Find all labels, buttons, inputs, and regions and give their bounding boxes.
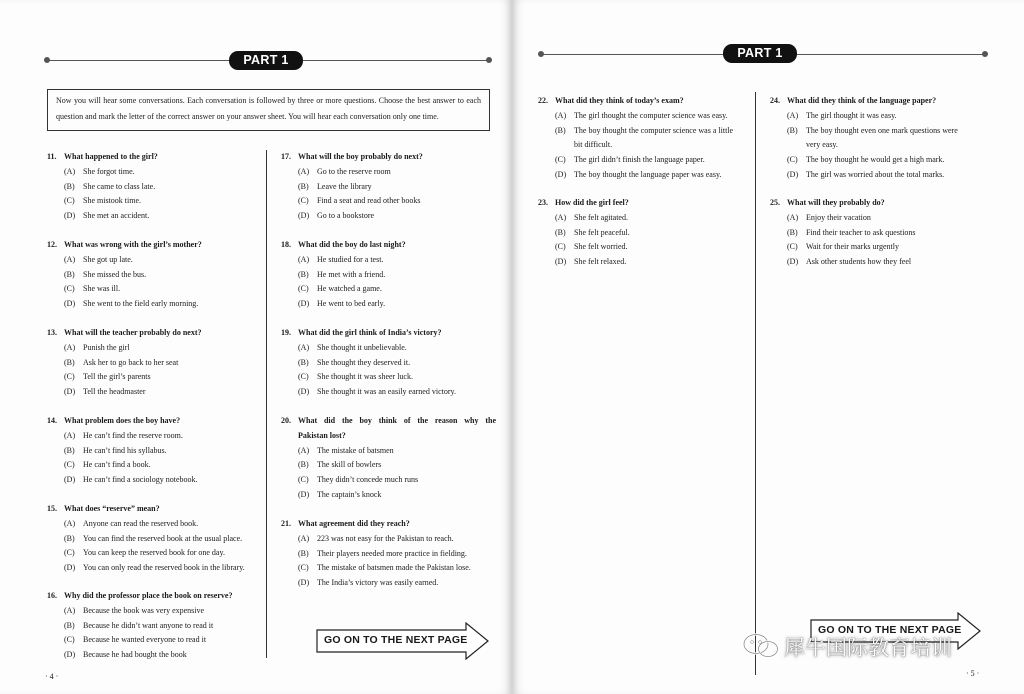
option-letter: (C) xyxy=(555,155,566,165)
option-text: She felt relaxed. xyxy=(574,257,627,267)
option-text-continued: bit difficult. xyxy=(574,140,613,150)
option-letter: (B) xyxy=(555,227,566,237)
question-number: 19. xyxy=(281,328,291,337)
option-letter: (C) xyxy=(298,372,309,382)
option-text: She felt agitated. xyxy=(574,212,628,222)
question-column-left xyxy=(538,0,760,694)
option-letter: (A) xyxy=(64,605,76,615)
option-letter: (D) xyxy=(787,257,799,267)
option-letter: (A) xyxy=(298,445,310,455)
question-text: What did they think of the language paper? xyxy=(787,96,937,105)
option-letter: (C) xyxy=(555,242,566,252)
option-letter: (D) xyxy=(555,170,567,179)
option-letter: (B) xyxy=(64,445,75,455)
next-page-label: GO ON TO THE NEXT PAGE xyxy=(818,624,962,636)
option-letter: (A) xyxy=(298,254,310,264)
option-letter: (D) xyxy=(64,563,76,573)
option-text: He can’t find a sociology notebook. xyxy=(83,475,198,485)
option-letter: (A) xyxy=(64,342,76,352)
option-text: Find a seat and read other books xyxy=(317,196,421,206)
question-text: What did the boy do last night? xyxy=(298,240,406,249)
option-letter: (A) xyxy=(555,212,567,222)
column-divider xyxy=(266,150,267,658)
option-letter: (C) xyxy=(64,196,75,206)
option-letter: (D) xyxy=(787,170,799,179)
option-letter: (A) xyxy=(298,533,310,543)
option-letter: (A) xyxy=(555,110,567,120)
question-text: What will they probably do? xyxy=(787,198,885,207)
option-letter: (A) xyxy=(64,518,76,528)
option-letter: (A) xyxy=(787,110,799,120)
option-text: She thought it unbelievable. xyxy=(317,342,407,352)
question-number: 18. xyxy=(281,240,291,249)
option-text: She felt worried. xyxy=(574,242,628,252)
option-letter: (B) xyxy=(298,181,309,191)
option-text: She thought they deserved it. xyxy=(317,357,411,367)
option-letter: (B) xyxy=(64,533,75,543)
option-text: The boy thought even one mark questions were xyxy=(806,125,958,135)
option-letter: (B) xyxy=(555,125,566,135)
option-letter: (B) xyxy=(787,227,798,237)
option-letter: (A) xyxy=(787,212,799,222)
option-letter: (C) xyxy=(64,635,75,645)
option-text: She got up late. xyxy=(83,254,133,264)
question-number: 12. xyxy=(47,240,57,249)
option-text: She went to the field early morning. xyxy=(83,299,199,309)
option-letter: (B) xyxy=(787,125,798,135)
option-letter: (A) xyxy=(64,254,76,264)
question-text: What will the boy probably do next? xyxy=(298,152,423,161)
option-letter: (B) xyxy=(64,269,75,279)
option-text: The mistake of batsmen made the Pakistan lose. xyxy=(317,563,471,573)
option-text: He studied for a test. xyxy=(317,254,384,264)
option-letter: (B) xyxy=(298,269,309,279)
option-text: He can’t find a book. xyxy=(83,460,151,470)
option-text: Ask other students how they feel xyxy=(806,257,912,267)
option-text: The skill of bowlers xyxy=(317,460,382,470)
option-letter: (C) xyxy=(298,284,309,294)
option-letter: (D) xyxy=(64,299,76,309)
page-number: · 5 · xyxy=(966,669,980,678)
question-number: 14. xyxy=(47,416,57,425)
option-text: She thought it was sheer luck. xyxy=(317,372,413,382)
question-number: 11. xyxy=(47,152,57,161)
question-number: 25. xyxy=(770,198,780,207)
option-text: She came to class late. xyxy=(83,181,156,191)
question-text: What did the boy think of the reason why the xyxy=(298,416,496,425)
option-text: She felt peaceful. xyxy=(574,227,630,237)
option-letter: (D) xyxy=(64,650,76,660)
question-number: 13. xyxy=(47,328,57,337)
next-page-label: GO ON TO THE NEXT PAGE xyxy=(324,634,468,646)
question-text: What was wrong with the girl’s mother? xyxy=(64,240,202,249)
option-letter: (D) xyxy=(298,387,310,397)
question-number: 22. xyxy=(538,96,548,105)
question-text: What will the teacher probably do next? xyxy=(64,328,202,337)
question-text: What agreement did they reach? xyxy=(298,519,410,528)
option-text: The boy thought the language paper was easy. xyxy=(574,170,722,179)
option-letter: (C) xyxy=(64,284,75,294)
option-letter: (C) xyxy=(64,372,75,382)
question-number: 16. xyxy=(47,591,57,600)
option-text: You can only read the reserved book in the library. xyxy=(83,563,245,573)
option-letter: (C) xyxy=(298,475,309,485)
right-page xyxy=(514,0,1024,694)
option-letter: (D) xyxy=(64,387,76,397)
option-letter: (C) xyxy=(64,548,75,558)
option-letter: (B) xyxy=(298,460,309,470)
part-badge: PART 1 xyxy=(723,44,797,63)
option-letter: (A) xyxy=(298,342,310,352)
option-text: The mistake of batsmen xyxy=(317,445,394,455)
option-text: Wait for their marks urgently xyxy=(806,242,899,252)
option-letter: (B) xyxy=(64,620,75,630)
option-text: The India’s victory was easily earned. xyxy=(317,578,439,588)
option-text: He can’t find his syllabus. xyxy=(83,445,167,455)
option-letter: (A) xyxy=(64,166,76,176)
option-text: You can find the reserved book at the usual place. xyxy=(83,533,243,543)
option-text: Punish the girl xyxy=(83,342,130,352)
option-text: The captain’s knock xyxy=(317,490,382,499)
question-text: What did the girl think of India’s victory? xyxy=(298,328,442,337)
option-text-continued: very easy. xyxy=(806,140,838,150)
option-text: The girl didn’t finish the language paper. xyxy=(574,155,705,165)
question-text: How did the girl feel? xyxy=(555,198,629,207)
option-text: They didn’t concede much runs xyxy=(317,475,419,485)
question-text: What happened to the girl? xyxy=(64,152,158,161)
option-letter: (D) xyxy=(298,578,310,588)
question-number: 15. xyxy=(47,504,57,513)
option-text: Tell the headmaster xyxy=(83,387,146,397)
option-letter: (A) xyxy=(298,166,310,176)
option-text: Because he wanted everyone to read it xyxy=(83,635,207,645)
option-letter: (B) xyxy=(64,357,75,367)
next-page-arrow xyxy=(316,622,490,660)
option-letter: (B) xyxy=(64,181,75,191)
question-number: 17. xyxy=(281,152,291,161)
question-number: 23. xyxy=(538,198,548,207)
option-text: He went to bed early. xyxy=(317,299,386,309)
option-text: Because he didn’t want anyone to read it xyxy=(83,620,214,630)
option-letter: (A) xyxy=(64,430,76,440)
left-page xyxy=(0,0,510,694)
option-text: The girl was worried about the total marks. xyxy=(806,170,945,179)
option-text: Tell the girl’s parents xyxy=(83,372,151,382)
option-text: He met with a friend. xyxy=(317,269,386,279)
option-text: The girl thought it was easy. xyxy=(806,110,897,120)
option-text: He watched a game. xyxy=(317,284,382,294)
option-text: Anyone can read the reserved book. xyxy=(83,518,199,528)
option-letter: (B) xyxy=(298,548,309,558)
question-text: What does “reserve” mean? xyxy=(64,504,160,513)
option-text: She met an accident. xyxy=(83,211,150,221)
option-letter: (D) xyxy=(298,299,310,309)
question-text: What did they think of today’s exam? xyxy=(555,96,684,105)
wechat-logo-icon xyxy=(741,632,781,660)
option-text: The boy thought the computer science was a little xyxy=(574,125,734,135)
option-text: She missed the bus. xyxy=(83,269,147,279)
option-text: Leave the library xyxy=(317,181,372,191)
question-column-right xyxy=(770,0,992,694)
option-letter: (C) xyxy=(787,242,798,252)
question-number: 21. xyxy=(281,519,291,528)
option-text: Go to the reserve room xyxy=(317,166,391,176)
question-column-right xyxy=(281,0,496,694)
option-text: 223 was not easy for the Pakistan to reach. xyxy=(317,533,454,543)
option-letter: (D) xyxy=(64,211,76,221)
option-letter: (C) xyxy=(298,196,309,206)
question-column-left xyxy=(47,0,262,694)
option-text: Their players needed more practice in fielding. xyxy=(317,548,467,558)
watermark-text: 犀牛国际教育培训 xyxy=(784,636,952,660)
question-text-continued: Pakistan lost? xyxy=(298,430,346,440)
page-number: · 4 · xyxy=(45,672,59,681)
option-letter: (C) xyxy=(787,155,798,165)
option-text: The girl thought the computer science was easy. xyxy=(574,110,728,120)
option-letter: (C) xyxy=(298,563,309,573)
option-text: Because he had bought the book xyxy=(83,650,187,660)
option-text: She mistook time. xyxy=(83,196,141,206)
option-text: She forgot time. xyxy=(83,166,135,176)
instructions-box: Now you will hear some conversations. Each conversation is followed by three or more questions. Choose the best answer to each question and mark the letter of the correct answer on your answer sheet. You will hear each conversation only one time. xyxy=(47,89,490,131)
option-text: He can’t find the reserve room. xyxy=(83,430,183,440)
option-letter: (D) xyxy=(64,475,76,485)
question-text: Why did the professor place the book on reserve? xyxy=(64,591,233,600)
option-text: Find their teacher to ask questions xyxy=(806,227,916,237)
option-letter: (B) xyxy=(298,357,309,367)
option-text: Enjoy their vacation xyxy=(806,212,871,222)
option-text: You can keep the reserved book for one day. xyxy=(83,548,225,558)
option-letter: (D) xyxy=(298,490,310,499)
option-text: The boy thought he would get a high mark. xyxy=(806,155,945,165)
question-text: What problem does the boy have? xyxy=(64,416,181,425)
option-letter: (C) xyxy=(64,460,75,470)
part-badge: PART 1 xyxy=(229,51,303,70)
question-number: 24. xyxy=(770,96,780,105)
column-divider xyxy=(755,92,756,675)
question-number: 20. xyxy=(281,416,291,425)
option-text: She was ill. xyxy=(83,284,121,294)
option-text: Go to a bookstore xyxy=(317,211,375,221)
option-letter: (D) xyxy=(555,257,567,267)
option-text: Because the book was very expensive xyxy=(83,605,205,615)
option-text: Ask her to go back to her seat xyxy=(83,357,179,367)
option-text: She thought it was an easily earned victory. xyxy=(317,387,456,397)
option-letter: (D) xyxy=(298,211,310,221)
